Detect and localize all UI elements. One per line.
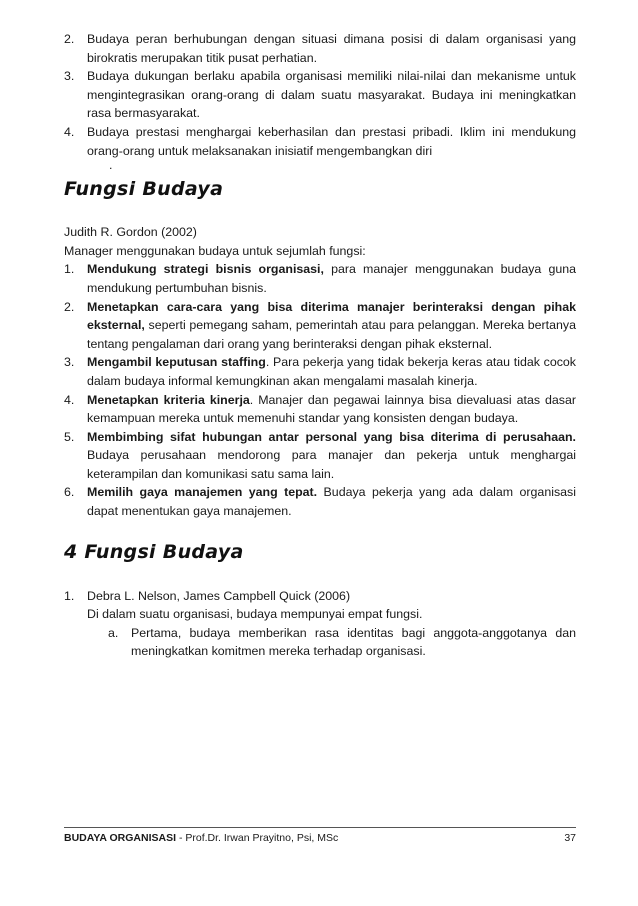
list-item <box>64 391 576 428</box>
list-text: para manajer menggunakan budaya guna mendukung pertumbuhan bisnis. <box>87 262 577 295</box>
list-text: . Para pekerja yang tidak bekerja keras atau tidak cocok dalam budaya informal kemungkinan akan mengalami masalah kinerja. <box>87 355 577 388</box>
list-number: 5. <box>64 429 75 444</box>
list-number: 3. <box>64 355 75 370</box>
sub-list-letter: a. <box>108 625 119 640</box>
section-heading-4-fungsi-budaya: 4 Fungsi Budaya <box>64 540 244 563</box>
list-bold-text: Menetapkan cara-cara yang bisa diterima manajer berinteraksi dengan pihak eksternal, <box>87 299 576 333</box>
footer-book-title: BUDAYA ORGANISASI <box>64 832 177 844</box>
list-text: Budaya perusahaan mendorong para manajer dan pekerja untuk menghargai keterampilan dan komunikasi satu sama lain. <box>87 448 576 481</box>
author-line: Judith R. Gordon (2002) <box>64 225 197 240</box>
list-item <box>64 587 576 606</box>
top-list <box>64 30 576 173</box>
list-item <box>64 260 576 297</box>
list-text: Budaya peran berhubungan dengan situasi dimana posisi di dalam organisasi yang birokratis merupakan titik pusat perhatian. <box>87 32 576 65</box>
list-bold-text: Membimbing sifat hubungan antar personal yang bisa diterima di perusahaan. <box>87 429 576 444</box>
list-item <box>64 30 576 67</box>
list-item <box>64 123 576 160</box>
list-number: 1. <box>64 262 75 277</box>
list-number: 2. <box>64 299 75 314</box>
list-bold-text: Mengambil keputusan staffing <box>87 355 266 370</box>
list-number: 4. <box>64 392 75 407</box>
list-bold-text: Mendukung strategi bisnis organisasi, <box>87 262 324 277</box>
footer-title <box>64 832 338 844</box>
list-item <box>64 298 576 354</box>
list-text: Budaya pekerja yang ada dalam organisasi dapat menentukan gaya manajemen. <box>87 485 576 519</box>
footer-author: - Prof.Dr. Irwan Prayitno, Psi, MSc <box>176 832 339 844</box>
item-intro: Di dalam suatu organisasi, budaya mempunyai empat fungsi. <box>87 607 423 622</box>
list-item <box>64 67 576 123</box>
list-text: . Manajer dan pegawai lainnya bisa dievaluasi atas dasar kemampuan mereka untuk memenuhi standar yang konsisten dengan budaya. <box>87 392 576 426</box>
function-list <box>64 260 576 520</box>
list-item <box>64 483 576 520</box>
list-text: Debra L. Nelson, James Campbell Quick (2006) <box>87 588 351 603</box>
stray-dot: . <box>109 158 113 173</box>
list-text: Budaya prestasi menghargai keberhasilan dan prestasi pribadi. Iklim ini mendukung orang-orang untuk melaksanakan inisiatif mengembangkan diri <box>87 124 576 158</box>
page-number: 37 <box>564 832 576 844</box>
intro-line: Manager menggunakan budaya untuk sejumlah fungsi: <box>64 243 366 258</box>
list-number: 6. <box>64 485 75 500</box>
section-heading-fungsi-budaya: Fungsi Budaya <box>64 178 224 201</box>
list-item <box>64 353 576 390</box>
list-number: 2. <box>64 32 75 46</box>
page-content <box>64 30 576 661</box>
list-number: 1. <box>64 588 75 603</box>
page-footer <box>64 827 576 844</box>
list-number: 3. <box>64 69 75 84</box>
list-number: 4. <box>64 124 75 139</box>
list-text: Budaya dukungan berlaku apabila organisasi memiliki nilai-nilai dan mekanisme untuk mengintegrasikan orang-orang di dalam suatu masyarakat. Budaya ini meningkatkan rasa bermasyarakat. <box>87 69 576 121</box>
sub-list-item <box>64 624 576 661</box>
list-item <box>64 428 576 484</box>
list-bold-text: Menetapkan kriteria kinerja <box>87 392 250 407</box>
sub-list-text: Pertama, budaya memberikan rasa identitas bagi anggota-anggotanya dan meningkatkan komitmen mereka terhadap organisasi. <box>131 625 576 659</box>
list-bold-text: Memilih gaya manajemen yang tepat. <box>87 485 318 500</box>
list-text: seperti pemegang saham, pemerintah atau para pelanggan. Mereka bertanya tentang pengalaman dari orang yang berinteraksi dengan pihak eksternal. <box>87 318 576 351</box>
